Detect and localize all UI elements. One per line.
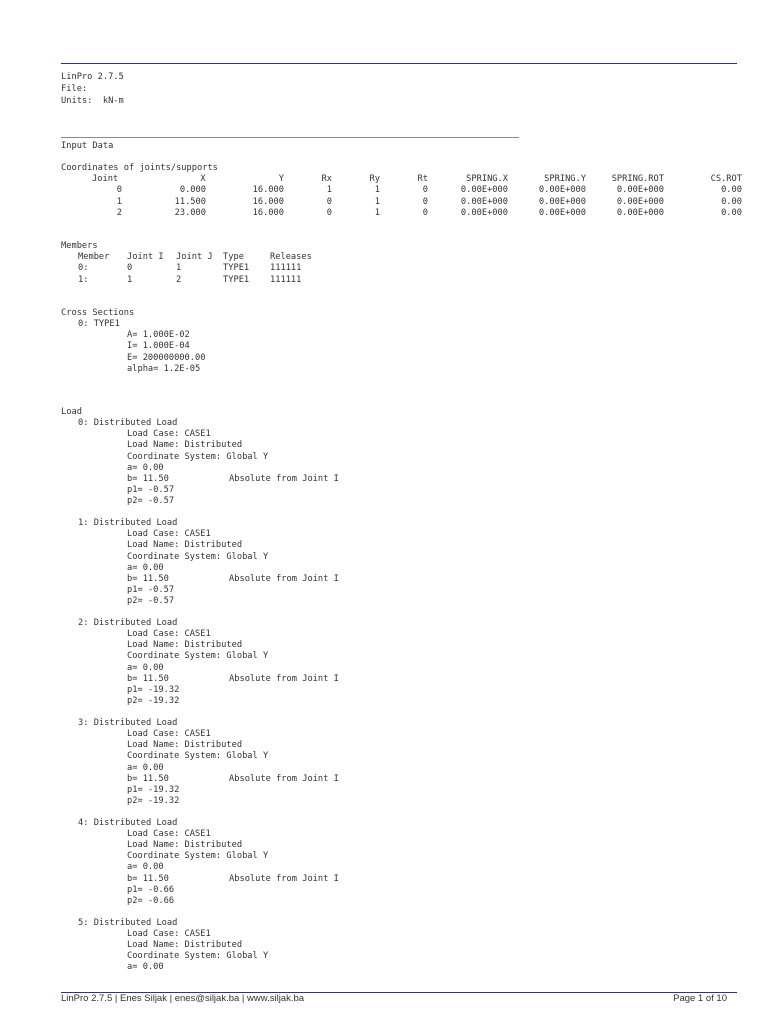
cross-sections-title: Cross Sections (61, 308, 135, 318)
col-rt: Rt (417, 174, 428, 184)
load-coord: Coordinate System: Global Y (127, 951, 269, 962)
col-rx: Rx (321, 174, 332, 184)
load-b-note: Absolute from Joint I (229, 873, 339, 884)
load-case: Load Case: CASE1 (127, 629, 211, 639)
load-a: a= 0.00 (127, 762, 164, 773)
file-line: File: (61, 84, 88, 94)
coord-cell-cs-rot: 0.00 (721, 208, 742, 218)
load-p1: p1= -0.57 (127, 485, 175, 496)
load-name: Load Name: Distributed (127, 640, 243, 651)
coord-cell-rt: 0 (422, 185, 428, 195)
load-p2: p2= -19.32 (127, 796, 180, 807)
coord-cell-cs-rot: 0.00 (721, 185, 742, 195)
coord-cell-x: 11.500 (174, 196, 206, 207)
coord-cell-rx: 0 (326, 196, 332, 207)
col-spring-rot: SPRING.ROT (611, 174, 664, 184)
load-coord: Coordinate System: Global Y (127, 851, 269, 862)
load-p2: p2= -19.32 (127, 696, 180, 707)
load-name: Load Name: Distributed (127, 840, 243, 850)
coord-cell-rx: 0 (326, 208, 332, 218)
col-member: Member (78, 252, 110, 262)
load-name: Load Name: Distributed (127, 939, 243, 950)
load-b: b= 11.50 (127, 673, 169, 684)
coord-cell-spring-x: 0.00E+000 (460, 185, 508, 195)
cross-section-property: E= 200000000.00 (127, 352, 206, 363)
coord-cell-spring-rot: 0.00E+000 (616, 185, 664, 195)
load-b-note: Absolute from Joint I (229, 773, 339, 784)
cross-section-property: alpha= 1.2E-05 (127, 363, 201, 374)
load-a: a= 0.00 (127, 462, 164, 473)
load-coord: Coordinate System: Global Y (127, 451, 269, 462)
program-title: LinPro 2.7.5 (61, 72, 124, 82)
load-p1: p1= -19.32 (127, 784, 180, 795)
col-spring-y: SPRING.Y (544, 174, 586, 184)
load-a: a= 0.00 (127, 662, 164, 673)
load-coord: Coordinate System: Global Y (127, 551, 269, 562)
coord-cell-spring-rot: 0.00E+000 (616, 196, 664, 207)
col-ry: Ry (369, 174, 380, 184)
coord-cell-y: 16.000 (252, 196, 284, 207)
load-name: Load Name: Distributed (127, 540, 243, 551)
coord-cell-rx: 1 (326, 185, 332, 195)
load-coord: Coordinate System: Global Y (127, 651, 269, 662)
load-coord: Coordinate System: Global Y (127, 751, 269, 762)
col-type: Type (223, 252, 244, 262)
load-p1: p1= -19.32 (127, 685, 180, 695)
col-spring-x: SPRING.X (466, 174, 508, 184)
load-b: b= 11.50 (127, 873, 169, 884)
col-joint-i: Joint I (127, 252, 164, 262)
member-cell-member: 1: (78, 274, 89, 285)
coord-cell-spring-rot: 0.00E+000 (616, 208, 664, 218)
coord-cell-spring-y: 0.00E+000 (538, 185, 586, 195)
member-cell-joint-i: 1 (127, 274, 133, 285)
col-x: X (200, 174, 206, 184)
load-b: b= 11.50 (127, 573, 169, 584)
header-rule (61, 63, 737, 64)
load-item-title: 3: Distributed Load (78, 717, 178, 728)
members-header-row (0, 252, 768, 263)
load-item-title: 2: Distributed Load (78, 617, 178, 628)
coord-cell-spring-x: 0.00E+000 (460, 208, 508, 218)
member-cell-member: 0: (78, 263, 89, 273)
load-case: Load Case: CASE1 (127, 928, 211, 939)
load-item-title: 4: Distributed Load (78, 817, 178, 828)
members-title: Members (61, 241, 98, 251)
load-title: Load (61, 407, 82, 417)
coordinates-title: Coordinates of joints/supports (61, 163, 218, 173)
load-name: Load Name: Distributed (127, 440, 243, 451)
load-b-note: Absolute from Joint I (229, 673, 339, 684)
coord-cell-rt: 0 (422, 208, 428, 218)
coord-cell-spring-y: 0.00E+000 (538, 208, 586, 218)
member-cell-joint-j: 1 (176, 263, 182, 273)
load-item-title: 5: Distributed Load (78, 917, 178, 928)
coord-cell-x: 23.000 (174, 208, 206, 218)
page-number: Page 1 of 10 (673, 993, 727, 1004)
section-rule (61, 137, 519, 138)
load-case: Load Case: CASE1 (127, 529, 211, 540)
cross-section-property: A= 1.000E-02 (127, 330, 190, 340)
coord-cell-ry: 1 (374, 185, 380, 195)
coordinates-row (0, 197, 768, 208)
coord-cell-ry: 1 (374, 196, 380, 207)
coord-cell-spring-y: 0.00E+000 (538, 196, 586, 207)
load-item-title: 0: Distributed Load (78, 418, 178, 428)
load-p1: p1= -0.66 (127, 884, 175, 895)
load-case: Load Case: CASE1 (127, 429, 211, 440)
col-joint-j: Joint J (176, 252, 213, 262)
col-joint: Joint (92, 174, 119, 184)
coordinates-row (0, 208, 768, 219)
col-y: Y (278, 174, 284, 184)
member-cell-type: TYPE1 (223, 263, 250, 273)
coord-cell-cs-rot: 0.00 (721, 196, 742, 207)
cross-section-property: I= 1.000E-04 (127, 341, 190, 352)
member-cell-type: TYPE1 (223, 274, 250, 285)
load-b-note: Absolute from Joint I (229, 474, 339, 484)
member-cell-joint-j: 2 (176, 274, 182, 285)
load-a: a= 0.00 (127, 962, 164, 973)
coord-cell-y: 16.000 (252, 208, 284, 218)
coordinates-row (0, 185, 768, 196)
member-cell-releases: 111111 (270, 274, 302, 285)
coord-cell-rt: 0 (422, 196, 428, 207)
load-b: b= 11.50 (127, 773, 169, 784)
col-releases: Releases (270, 252, 312, 262)
input-data-title: Input Data (61, 141, 114, 151)
load-b-note: Absolute from Joint I (229, 573, 339, 584)
coordinates-header-row (0, 174, 768, 185)
coord-cell-joint: 1 (116, 196, 122, 207)
coord-cell-joint: 2 (116, 208, 122, 218)
coord-cell-joint: 0 (116, 185, 122, 195)
coord-cell-y: 16.000 (252, 185, 284, 195)
col-cs-rot: CS.ROT (710, 174, 742, 184)
coord-cell-x: 0.000 (179, 185, 206, 195)
member-cell-releases: 111111 (270, 263, 302, 273)
footer-credits: LinPro 2.7.5 | Enes Siljak | enes@siljak.ba | www.siljak.ba (61, 993, 305, 1004)
member-row (0, 263, 768, 274)
coord-cell-spring-x: 0.00E+000 (460, 196, 508, 207)
load-case: Load Case: CASE1 (127, 828, 211, 839)
coord-cell-ry: 1 (374, 208, 380, 218)
load-b: b= 11.50 (127, 474, 169, 484)
load-p2: p2= -0.57 (127, 496, 175, 507)
cross-section-item: 0: TYPE1 (78, 319, 120, 329)
load-p2: p2= -0.57 (127, 596, 175, 607)
load-case: Load Case: CASE1 (127, 728, 211, 739)
load-a: a= 0.00 (127, 562, 164, 573)
units-line: Units: kN-m (61, 96, 124, 106)
load-name: Load Name: Distributed (127, 740, 243, 751)
member-cell-joint-i: 0 (127, 263, 133, 273)
member-row (0, 275, 768, 286)
load-p1: p1= -0.57 (127, 585, 175, 596)
load-item-title: 1: Distributed Load (78, 517, 178, 528)
load-a: a= 0.00 (127, 862, 164, 873)
load-p2: p2= -0.66 (127, 896, 175, 906)
